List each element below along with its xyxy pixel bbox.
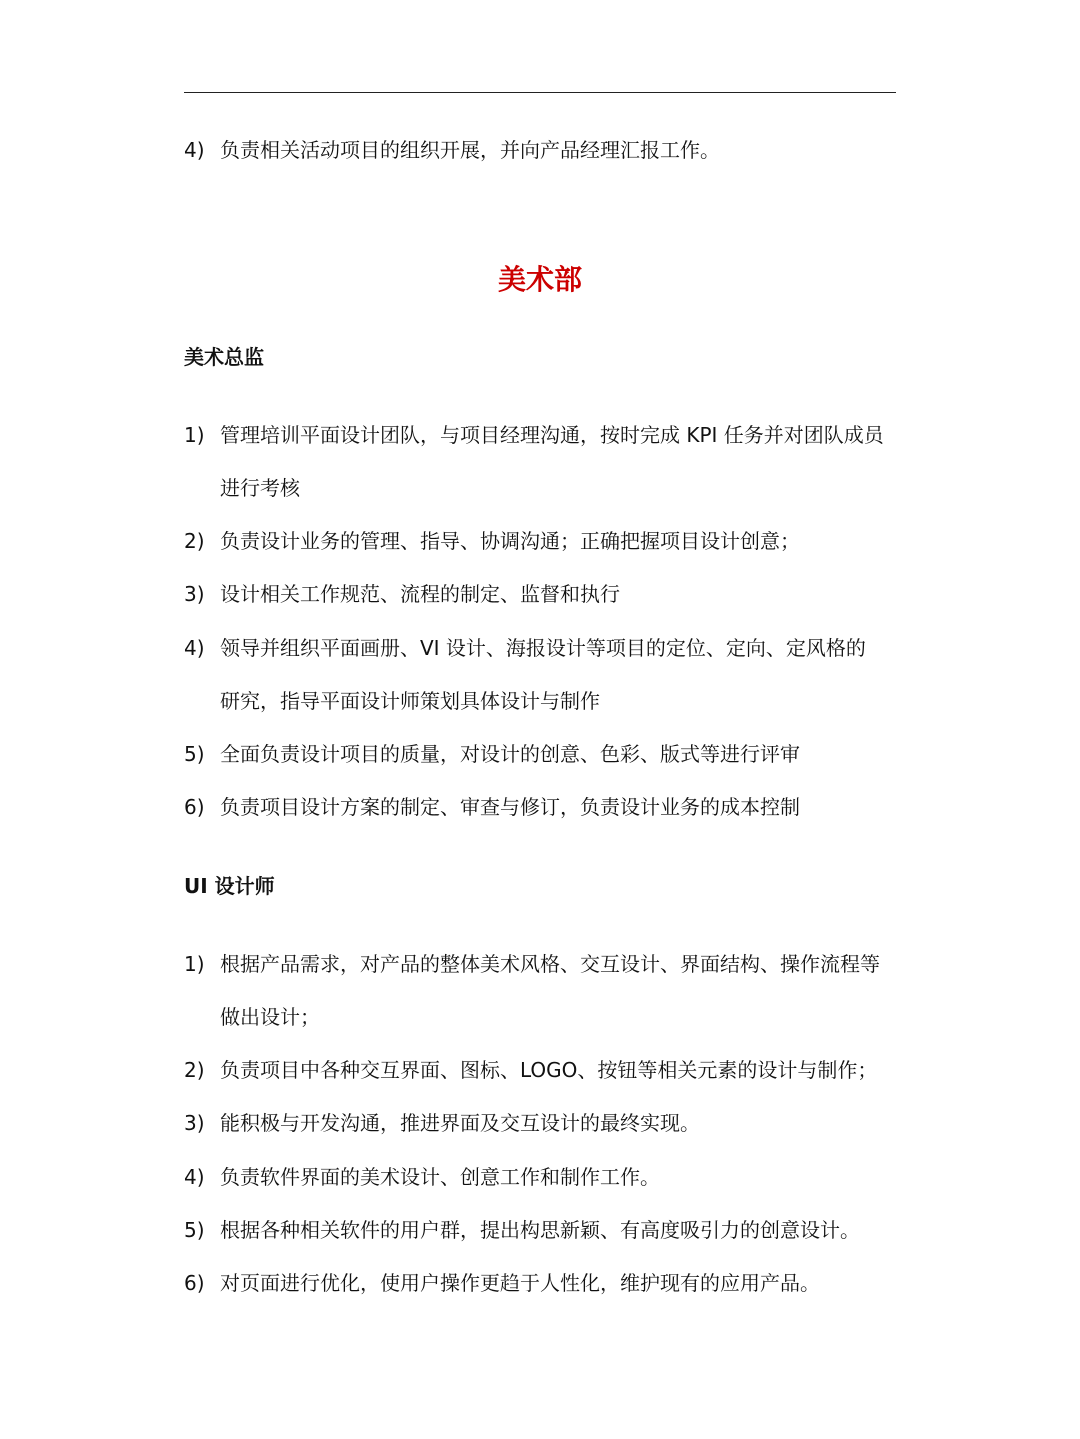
- list-text: 管理培训平面设计团队，与项目经理沟通，按时完成 KPI 任务并对团队成员: [220, 423, 884, 447]
- list-text: 全面负责设计项目的质量，对设计的创意、色彩、版式等进行评审: [220, 742, 800, 766]
- list-number: 1): [184, 423, 205, 447]
- list-text: 负责设计业务的管理、指导、协调沟通；正确把握项目设计创意；: [220, 529, 800, 553]
- ui-designer-item-5: [184, 1204, 900, 1257]
- list-number: 3): [184, 1111, 205, 1135]
- list-number: 5): [184, 1218, 205, 1242]
- list-text: 根据产品需求，对产品的整体美术风格、交互设计、界面结构、操作流程等: [220, 952, 880, 976]
- list-text: 根据各种相关软件的用户群，提出构思新颖、有高度吸引力的创意设计。: [220, 1218, 860, 1242]
- list-number: 1): [184, 952, 205, 976]
- ui-designer-item-3: [184, 1097, 900, 1150]
- art-director-item-4: [184, 622, 900, 728]
- list-text-continued: 做出设计；: [220, 1005, 320, 1029]
- art-director-item-1: [184, 409, 900, 515]
- art-director-item-5: [184, 728, 900, 781]
- list-text: 负责项目设计方案的制定、审查与修订，负责设计业务的成本控制: [220, 795, 800, 819]
- list-number: 4): [184, 138, 205, 162]
- art-director-item-3: [184, 568, 900, 621]
- list-text: 负责相关活动项目的组织开展，并向产品经理汇报工作。: [220, 138, 720, 162]
- list-number: 5): [184, 742, 205, 766]
- list-number: 6): [184, 1271, 205, 1295]
- list-text: 领导并组织平面画册、VI 设计、海报设计等项目的定位、定向、定风格的: [220, 636, 866, 660]
- ui-designer-item-6: [184, 1257, 900, 1310]
- list-text: 负责项目中各种交互界面、图标、LOGO、按钮等相关元素的设计与制作；: [220, 1058, 878, 1082]
- list-text: 设计相关工作规范、流程的制定、监督和执行: [220, 582, 620, 606]
- list-text-continued: 研究，指导平面设计师策划具体设计与制作: [220, 689, 600, 713]
- role-title-art-director: 美术总监: [184, 345, 264, 369]
- list-text-continued: 进行考核: [220, 476, 300, 500]
- department-title: 美术部: [497, 263, 582, 296]
- list-number: 3): [184, 582, 205, 606]
- list-number: 2): [184, 529, 205, 553]
- role-title-ui-designer: UI 设计师: [184, 874, 275, 898]
- list-text: 对页面进行优化，使用户操作更趋于人性化，维护现有的应用产品。: [220, 1271, 820, 1295]
- list-item-top: [184, 124, 900, 177]
- art-director-item-2: [184, 515, 900, 568]
- top-divider: [184, 92, 896, 93]
- ui-designer-item-2: [184, 1044, 900, 1097]
- ui-designer-item-1: [184, 938, 900, 1044]
- list-text: 负责软件界面的美术设计、创意工作和制作工作。: [220, 1165, 660, 1189]
- list-number: 4): [184, 636, 205, 660]
- list-text: 能积极与开发沟通，推进界面及交互设计的最终实现。: [220, 1111, 700, 1135]
- list-number: 6): [184, 795, 205, 819]
- list-number: 4): [184, 1165, 205, 1189]
- list-number: 2): [184, 1058, 205, 1082]
- art-director-item-6: [184, 781, 900, 834]
- ui-designer-item-4: [184, 1151, 900, 1204]
